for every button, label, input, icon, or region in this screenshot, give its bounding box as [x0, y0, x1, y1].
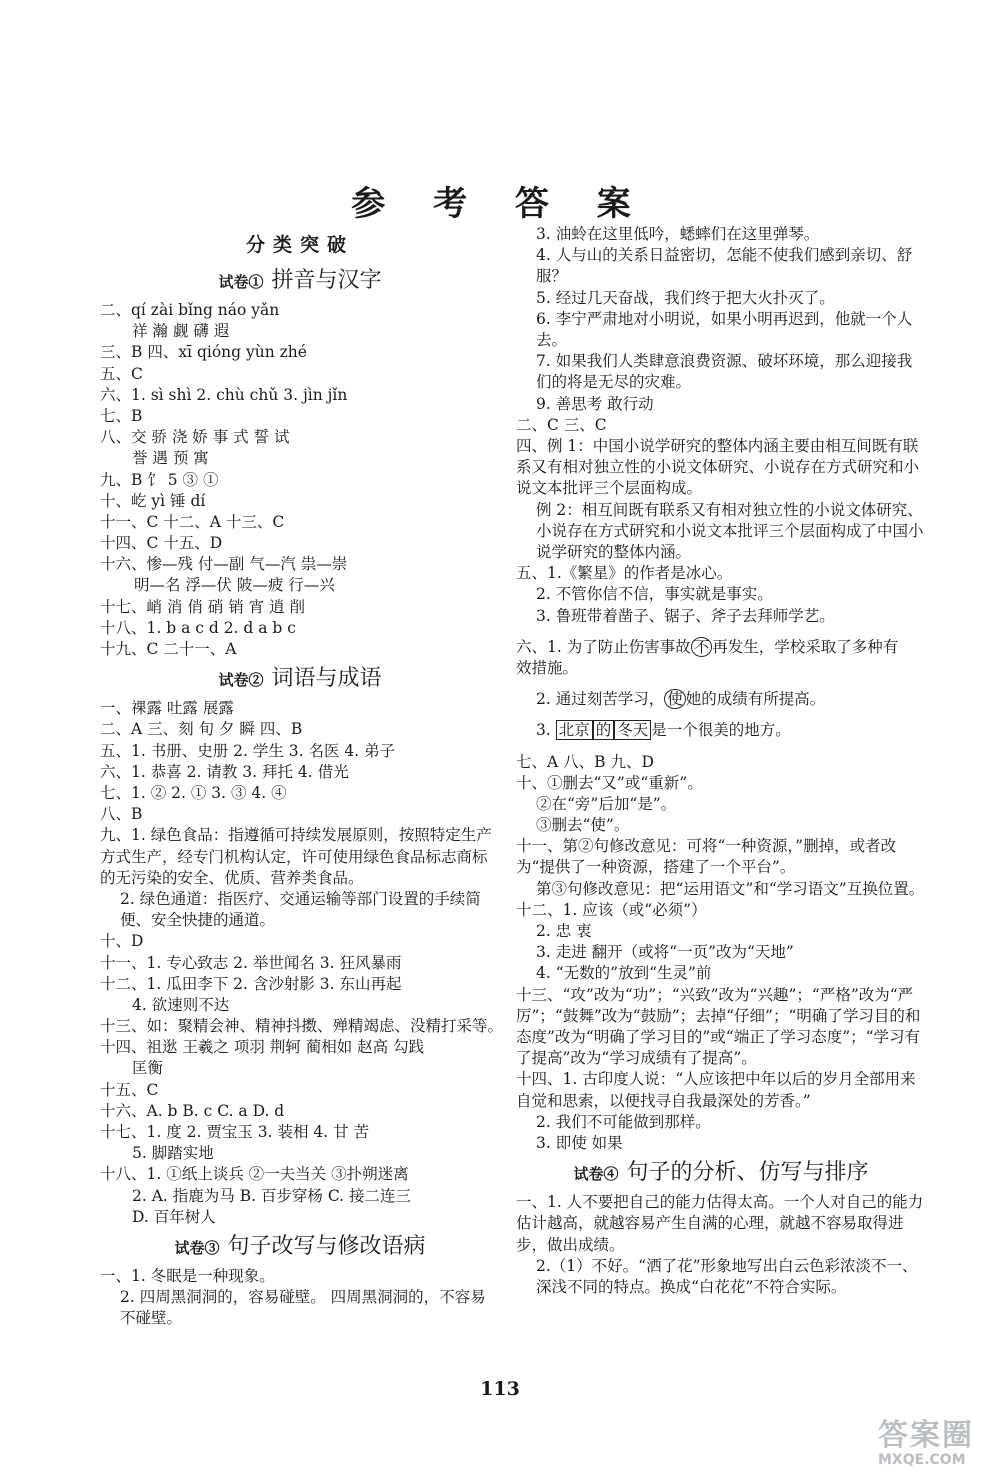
section-heading-4: [516, 1156, 926, 1190]
answer-line: 5. 脚踏实地: [132, 1144, 214, 1163]
answer-line: 五、1.《繁星》的作者是冰心。: [516, 564, 733, 583]
section-name: 拼音与汉字: [271, 268, 382, 293]
right-column: [516, 224, 926, 1298]
watermark-text: 答案圈: [878, 1418, 974, 1453]
answer-line: 3. 即使 如果: [536, 1134, 623, 1153]
section-name: 句子的分析、仿写与排序: [626, 1160, 869, 1186]
section-badge: 试卷②: [218, 671, 264, 690]
answer-para: 十一、第②句修改意见：可将“一种资源，”删掉，或者改为“提供了一种资源，搭建了一个平台”。: [516, 837, 897, 877]
answer-line: 2. 我们不可能做到那样。: [536, 1112, 711, 1131]
answer-line: 十二、1. 瓜田李下 2. 含沙射影 3. 东山再起: [100, 974, 402, 993]
circled-char: 不: [691, 637, 713, 657]
watermark-logo: [878, 1420, 990, 1472]
boxed-word: 的: [593, 720, 615, 740]
answer-para: 例 2：相互间既有联系又有相对独立性的小说文体研究、小说存在方式研究和小说文本批评三个层面构成了中国小说学研究的整体内涵。: [536, 500, 924, 561]
section-name: 句子改写与修改语病: [227, 1233, 426, 1259]
answer-para: 7. 如果我们人类肆意浪费资源、破坏环境，那么迎接我们的将是无尽的灾难。: [536, 352, 913, 392]
answer-line: 2. 不管你信不信，事实就是事实。: [536, 585, 773, 604]
answer-para: 2. 绿色通道：指医疗、交通运输等部门设置的手续简便、安全快捷的通道。: [120, 889, 481, 930]
watermark-url: MXQE.COM: [878, 1452, 966, 1468]
answer-line: 十八、1. b a c d 2. d a b c: [100, 618, 296, 637]
answer-line: 七、A 八、B 九、D: [516, 752, 654, 771]
answer-para: 四、例 1：中国小说学研究的整体内涵主要由相互间既有联系又有相对独立性的小说文体研究、小说存在方式研究和小说文本批评三个层面构成。: [516, 436, 920, 498]
section-badge: 试卷③: [174, 1238, 220, 1257]
answer-line: 八、交 骄 浇 娇 事 式 誓 试: [100, 428, 290, 447]
page-number: 113: [480, 1378, 520, 1400]
answer-line: 十四、C 十五、D: [100, 534, 223, 553]
answer-para: 十三、“攻”改为“功”；“兴致”改为“兴趣”；“严格”改为“严厉”；“鼓舞”改为“鼓励”；去掉“仔细”；“明确了学习目的和态度”改为“明确了学习目的”或“端正了学习态度”；“学习有了提高”改为“学习成绩有了提高”。: [516, 985, 921, 1068]
answer-line: 二、A 三、刻 旬 夕 瞬 四、B: [100, 720, 303, 739]
answer-para: 4. 人与山的关系日益密切，怎能不使我们感到亲切、舒服？: [536, 246, 913, 286]
answer-line: 十、①删去“又”或“重新”。: [516, 773, 703, 792]
section-heading-3: [100, 1230, 500, 1264]
answer-line: 2. 忠 衷: [536, 922, 592, 941]
answer-line: 祥 瀚 觑 礴 遐: [132, 322, 230, 341]
answer-line: 十六、A. b B. c C. a D. d: [100, 1101, 285, 1120]
answer-line: 十三、如：聚精会神、精神抖擞、殚精竭虑、没精打采等。: [100, 1017, 504, 1036]
answer-line: 3. 鲁班带着凿子、锯子、斧子去拜师学艺。: [536, 606, 835, 625]
answer-line: 十二、1. 应该（或“必须”）: [516, 900, 707, 919]
answer-line: 二、C 三、C: [516, 415, 607, 434]
answer-line: 十八、1. ①纸上谈兵 ②一夫当关 ③扑朔迷离: [100, 1165, 409, 1184]
answer-line: 明—名 浮—伏 陂—疲 行—兴: [134, 576, 335, 595]
answer-line: ②在“旁”后加“是”。: [536, 794, 677, 813]
subtitle: 分类突破: [245, 234, 354, 256]
answer-line: 9. 善思考 敢行动: [536, 394, 654, 413]
section-name: 词语与成语: [271, 666, 382, 692]
answer-line: 十六、惨—残 付—副 气—汽 祟—崇: [100, 555, 348, 574]
answer-line: 六、1. 为了防止伤害事故 不 再发生，学校采取了多种有: [516, 637, 899, 656]
answer-line: 十七、峭 消 俏 硝 销 宵 逍 削: [100, 597, 305, 616]
answer-line: 八、B: [100, 805, 143, 824]
section-heading-1: [100, 264, 500, 298]
answer-line: 3. 走进 翻开（或将“一页”改为“天地”: [536, 943, 794, 962]
answer-line: 2. 通过刻苦学习， 使 她的成绩有所提高。: [536, 690, 826, 709]
answer-line: 效措施。: [516, 658, 579, 677]
answer-line: 六、1. sì shì 2. chù chǔ 3. jìn jǐn: [100, 385, 348, 404]
answer-para: 6. 李宁严肃地对小明说，如果小明再迟到，他就一个人去。: [536, 309, 913, 349]
answer-line: 3. 油蛉在这里低吟，蟋蟀们在这里弹琴。: [536, 225, 820, 243]
answer-line: 4. 欲速则不达: [132, 995, 230, 1014]
circled-char: 使: [664, 689, 686, 709]
answer-line: 十九、C 二十一、A: [100, 640, 237, 658]
answer-line: 4. “无数的”放到“生灵”前: [536, 964, 712, 983]
answer-line: 七、1. ② 2. ① 3. ③ 4. ④: [100, 783, 287, 802]
answer-line: ③删去“使”。: [536, 816, 630, 835]
answer-para: 一、1. 人不要把自己的能力估得太高。一个人对自己的能力估计越高，就越容易产生自满的心理，就越不容易取得进步，做出成绩。: [516, 1193, 924, 1254]
answer-line: 5. 经过几天奋战，我们终于把大火扑灭了。: [536, 288, 835, 307]
answer-line: D. 百年树人: [132, 1207, 216, 1226]
answer-para: 2.（1）不好。“洒了花”形象地写出白云色彩浓淡不一、深浅不同的特点。换成“白花花”不符合实际。: [536, 1256, 918, 1297]
answer-line: 2. A. 指鹿为马 B. 百步穿杨 C. 接二连三: [132, 1186, 412, 1205]
answer-para: 第③句修改意见：把“运用语文”和“学习语文”互换位置。: [536, 879, 925, 898]
answer-line: 十五、C: [100, 1080, 159, 1099]
boxed-word: 北京: [556, 720, 593, 740]
answer-line: 十七、1. 度 2. 贾宝玉 3. 装相 4. 甘 苦: [100, 1123, 370, 1142]
answer-line: 六、1. 恭喜 2. 请教 3. 拜托 4. 借光: [100, 762, 349, 781]
answer-line: 五、1. 书册、史册 2. 学生 3. 名医 4. 弟子: [100, 741, 396, 760]
answer-line: 十一、C 十二、A 十三、C: [100, 512, 285, 531]
answer-line: 七、B: [100, 406, 143, 425]
answer-line: 十一、1. 专心致志 2. 举世闻名 3. 狂风暴雨: [100, 953, 402, 972]
section-badge: 试卷④: [573, 1165, 619, 1184]
answer-line: 匡衡: [132, 1059, 164, 1078]
answer-line: 三、B 四、xī qióng yùn zhé: [100, 343, 307, 362]
page-title: 参 考 答 案: [351, 184, 649, 224]
answer-line: 十、屹 yì 锤 dí: [100, 491, 206, 510]
answer-para: 2. 四周黑洞洞的，容易碰壁。 四周黑洞洞的，不容易不碰壁。: [120, 1288, 486, 1328]
answer-line: 一、1. 冬眠是一种现象。: [100, 1266, 275, 1285]
answer-line: 3. 北京 的 冬天 是一个很美的地方。: [536, 721, 791, 740]
answer-line: 十四、祖逖 王羲之 项羽 荆轲 蔺相如 赵高 勾践: [100, 1038, 425, 1057]
left-column: [100, 224, 504, 1330]
answer-para: 九、1. 绿色食品：指遵循可持续发展原则，按照特定生产方式生产，经专门机构认定，许可使用绿色食品标志商标的无污染的安全、优质、营养类食品。: [100, 826, 492, 887]
answer-line: 九、B 饣 5 ③ ①: [100, 470, 219, 489]
section-badge: 试卷①: [218, 273, 264, 291]
answer-line: 誉 遇 预 寓: [132, 449, 209, 468]
answer-line: 十、D: [100, 932, 144, 951]
section-heading-2: [100, 662, 500, 696]
answer-para: 十四、1. 古印度人说：“人应该把中年以后的岁月全部用来自觉和思索，以便找寻自我最深处的芳香。”: [516, 1070, 916, 1110]
answer-line: 二、qí zài bǐng náo yǎn: [100, 301, 280, 319]
answer-line: 五、C: [100, 364, 143, 383]
boxed-word: 冬天: [614, 720, 651, 740]
answer-line: 一、祼露 吐露 展露: [100, 699, 234, 718]
